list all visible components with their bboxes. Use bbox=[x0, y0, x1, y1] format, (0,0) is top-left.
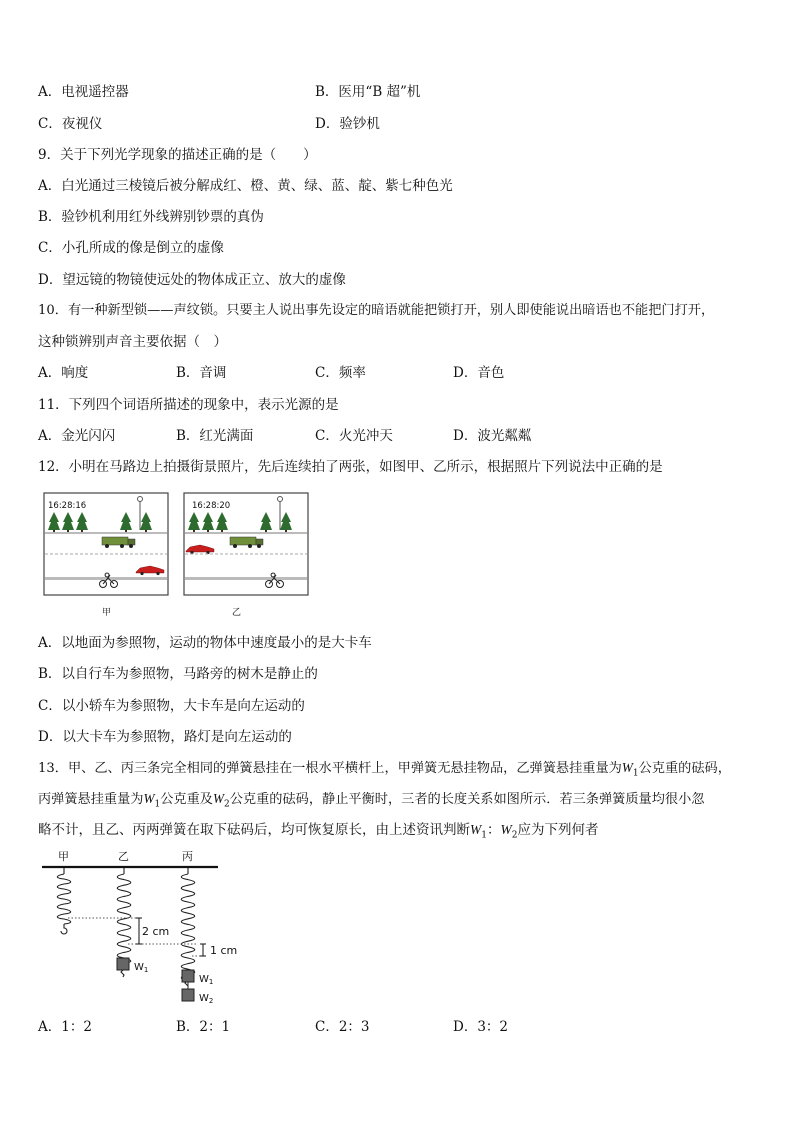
q13-spring-diagram bbox=[38, 848, 258, 1008]
q13-stem-line3: 略不计，且乙、丙两弹簧在取下砝码后，均可恢复原长，由上述资讯判断$W_1$：$W_2$应为下列何者 bbox=[38, 822, 599, 841]
weight-w1-yi bbox=[117, 958, 129, 970]
weight-w1-yi-label: $W_1$ bbox=[134, 962, 149, 974]
q11-option-b: B．红光满面 bbox=[176, 428, 254, 444]
q12-option-d: D．以大卡车为参照物，路灯是向左运动的 bbox=[38, 729, 292, 745]
q9-option-c: C．小孔所成的像是倒立的虚像 bbox=[38, 240, 224, 256]
q8-option-b: B．医用“B 超”机 bbox=[315, 84, 421, 100]
q10-option-b: B．音调 bbox=[176, 365, 227, 381]
q11-option-c: C．火光冲天 bbox=[315, 428, 393, 444]
q9-option-b: B．验钞机利用红外线辨别钞票的真伪 bbox=[38, 209, 264, 225]
label-2cm: 2 cm bbox=[142, 925, 170, 938]
photo-jia-timestamp: 16:28:16 bbox=[48, 501, 87, 511]
q9-option-a: A．白光通过三棱镜后被分解成红、橙、黄、绿、蓝、靛、紫七种色光 bbox=[38, 178, 453, 194]
q12-option-b: B．以自行车为参照物，马路旁的树木是静止的 bbox=[38, 666, 318, 682]
photo-yi-label: 乙 bbox=[232, 608, 242, 618]
q12-option-c: C．以小轿车为参照物，大卡车是向左运动的 bbox=[38, 698, 305, 714]
q13-option-d: D．3：2 bbox=[453, 1019, 509, 1035]
q8-option-d: D．验钞机 bbox=[315, 116, 380, 132]
weight-w2-bing-label: $W_2$ bbox=[199, 993, 214, 1005]
spring-bing bbox=[181, 868, 195, 986]
bracket-1cm bbox=[200, 944, 206, 956]
q11-stem: 11．下列四个词语所描述的现象中，表示光源的是 bbox=[38, 397, 339, 413]
q9-stem: 9．关于下列光学现象的描述正确的是（ ） bbox=[38, 147, 317, 163]
q12-option-a: A．以地面为参照物，运动的物体中速度最小的是大卡车 bbox=[38, 635, 372, 651]
weight-w1-bing bbox=[182, 970, 194, 982]
spring-jia bbox=[57, 868, 71, 934]
q13-option-c: C．2：3 bbox=[315, 1019, 370, 1035]
q11-option-a: A．金光闪闪 bbox=[38, 428, 116, 444]
photo-yi bbox=[184, 493, 308, 595]
q13-option-a: A．1：2 bbox=[38, 1019, 92, 1035]
q8-option-c: C．夜视仪 bbox=[38, 116, 103, 132]
q10-option-a: A．响度 bbox=[38, 365, 89, 381]
weight-w2-bing bbox=[182, 989, 194, 1001]
q11-option-d: D．波光粼粼 bbox=[453, 428, 532, 444]
q13-stem-line2: 丙弹簧悬挂重量为$W_1$公克重及$W_2$公克重的砝码，静止平衡时，三者的长度关系如图所示．若三条弹簧质量均很小忽 bbox=[38, 791, 705, 810]
q13-stem-line1: 13．甲、乙、丙三条完全相同的弹簧悬挂在一根水平横杆上，甲弹簧无悬挂物品，乙弹簧悬挂重量为$W_1$公克重的砝码， bbox=[38, 760, 731, 779]
label-1cm: 1 cm bbox=[210, 944, 238, 957]
q10-stem-line2: 这种锁辨别声音主要依据（ ） bbox=[38, 334, 227, 350]
q8-option-a: A．电视遥控器 bbox=[38, 84, 129, 100]
q9-option-d: D．望远镜的物镜使远处的物体成正立、放大的虚像 bbox=[38, 272, 346, 288]
photo-jia-label: 甲 bbox=[102, 608, 112, 618]
q12-street-photos bbox=[40, 490, 315, 620]
q10-option-c: C．频率 bbox=[315, 365, 366, 381]
q12-stem: 12．小明在马路边上拍摄街景照片，先后连续拍了两张，如图甲、乙所示，根据照片下列说法中正确的是 bbox=[38, 459, 663, 475]
q13-option-b: B．2：1 bbox=[176, 1019, 231, 1035]
spring-bing-label: 丙 bbox=[182, 850, 193, 863]
photo-yi-timestamp: 16:28:20 bbox=[192, 501, 231, 511]
q10-stem-line1: 10．有一种新型锁——声纹锁。只要主人说出事先设定的暗语就能把锁打开，别人即使能说出暗语也不能把门打开， bbox=[38, 303, 715, 318]
q10-option-d: D．音色 bbox=[453, 365, 505, 381]
weight-w1-bing-label: $W_1$ bbox=[199, 974, 214, 986]
spring-yi-label: 乙 bbox=[118, 850, 129, 863]
spring-jia-label: 甲 bbox=[58, 850, 69, 863]
photo-jia bbox=[44, 493, 168, 595]
